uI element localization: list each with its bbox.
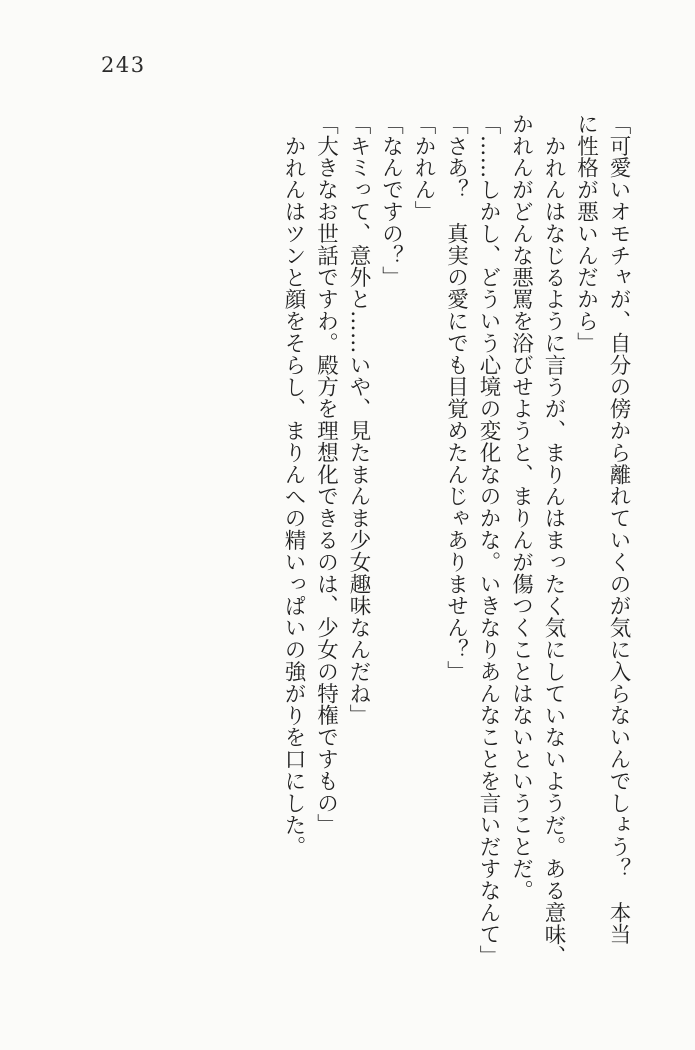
dialogue-line: 「可愛いオモチャが、自分の傍から離れていくのが気に入らないんでしょう？ 本当: [606, 113, 631, 946]
vertical-text-block: [276, 113, 634, 968]
narration-line: かれんはなじるように言うが、まりんはまったく気にしていないようだ。ある意味、: [541, 135, 566, 968]
dialogue-line: 「キミって、意外と……いや、見たまんま少女趣味なんだね」: [346, 113, 371, 727]
dialogue-line: 「さあ？ 真実の愛にでも目覚めたんじゃありません？」: [443, 113, 469, 683]
dialogue-line: 「……しかし、どういう心境の変化なのかな。いきなりあんなことを言いだすなんて」: [476, 113, 501, 968]
narration-line: かれんがどんな悪罵を浴びせようと、まりんが傷つくことはないということだ。: [508, 113, 534, 902]
page-number: 243: [101, 53, 146, 77]
narration-line: かれんはツンと顔をそらし、まりんへの精いっぱいの強がりを口にした。: [281, 135, 306, 858]
dialogue-line: に性格が悪いんだから」: [573, 113, 599, 354]
dialogue-line: 「かれん」: [411, 113, 436, 223]
dialogue-line: 「大きなお世話ですわ。殿方を理想化できるのは、少女の特権ですもの」: [313, 113, 339, 836]
dialogue-line: 「なんですの？」: [378, 113, 404, 289]
